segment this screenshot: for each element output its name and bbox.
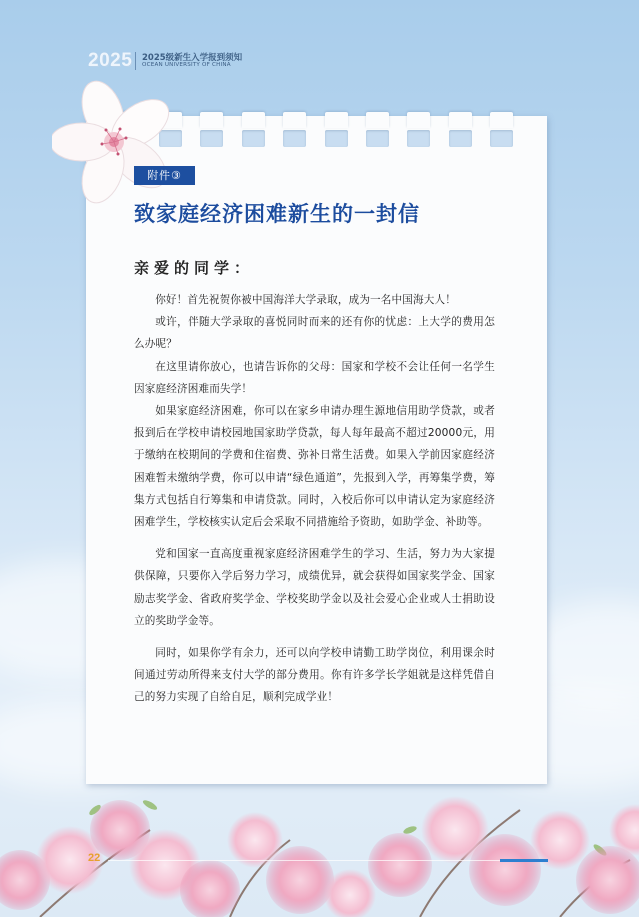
letter-paragraph: 同时，如果你学有余力，还可以向学校申请勤工助学岗位，利用课余时间通过劳动所得来支付大学的部分费用。你有许多学长学姐就是这样凭借自己的努力实现了自给自足，顺利完成学业！: [134, 647, 495, 704]
attachment-badge: 附件③: [134, 166, 195, 185]
letter-paragraph: 在这里请你放心，也请告诉你的父母：国家和学校不会让任何一名学生因家庭经济困难而失学！: [134, 360, 495, 395]
header-title: 2025级新生入学报到须知: [142, 53, 243, 63]
header-subtitle: OCEAN UNIVERSITY OF CHINA: [142, 62, 231, 68]
footer-rule: [108, 860, 548, 861]
flower-decoration: [52, 80, 192, 210]
page-number: 22: [88, 852, 101, 864]
letter-greeting: 亲爱的同学：: [134, 259, 255, 277]
letter-paragraph: 如果家庭经济困难，你可以在家乡申请办理生源地信用助学贷款，或者报到后在学校申请校园地国家助学贷款，每人每年最高不超过20000元，用于缴纳在校期间的学费和住宿费、弥补日常生活费。如果入学前因家庭经济困难暂未缴纳学费，你可以申请“绿色通道”，先报到入学，再筹集学费，筹集方式包括自行筹集和申请贷款。同时，入校后你可以申请认定为家庭经济困难学生，学校核实认定后会采取不同措施给予资助，如助学金、补助等。: [134, 405, 495, 529]
letter-paragraph: 党和国家一直高度重视家庭经济困难学生的学习、生活，努力为大家提供保障，只要你入学后努力学习，成绩优异，就会获得如国家奖学金、国家励志奖学金、省政府奖学金、学校奖助学金以及社会爱心企业或人士捐助设立的奖助学金等。: [134, 548, 495, 627]
letter-body: [134, 289, 495, 709]
letter-paragraph: 你好！首先祝贺你被中国海洋大学录取，成为一名中国海大人！: [155, 294, 457, 306]
letter-title: 致家庭经济困难新生的一封信: [134, 201, 420, 226]
footer-accent-bar: [500, 859, 548, 862]
letter-paragraph: 或许，伴随大学录取的喜悦同时而来的还有你的忧虑：上大学的费用怎么办呢？: [134, 316, 495, 351]
header-divider: [135, 52, 136, 70]
cherry-blossom-decoration: [0, 770, 639, 917]
header-year: 2025: [88, 50, 133, 71]
